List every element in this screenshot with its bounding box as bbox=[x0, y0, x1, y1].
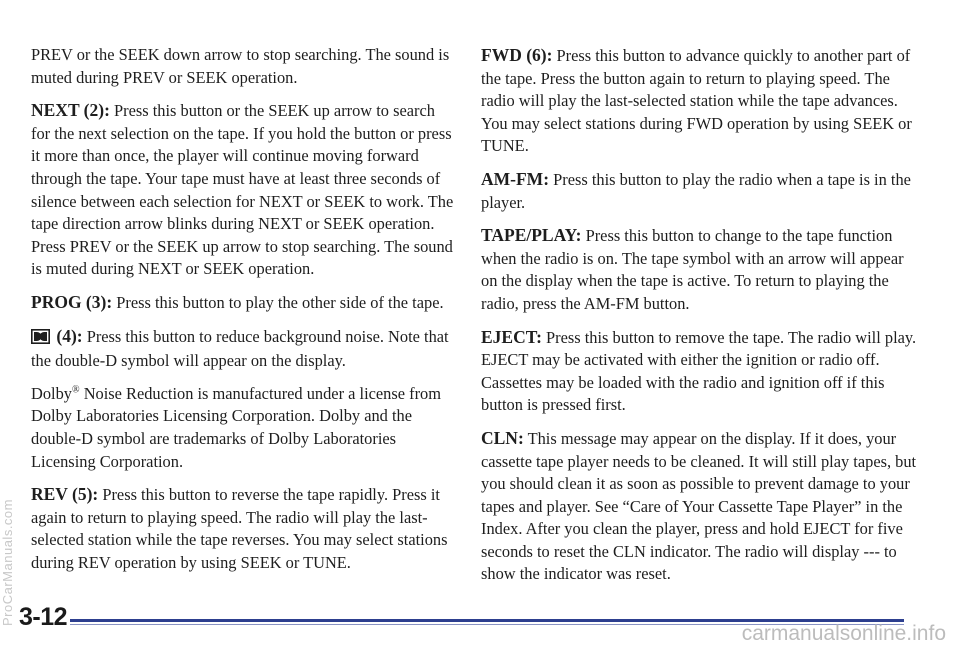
next-paragraph-cont: Press PREV or the SEEK up arrow to stop searching. The sound is muted during NEXT or SEEK operation. bbox=[31, 236, 453, 279]
dolby-trademark-text: Noise Reduction is manufactured under a license from Dolby Laboratories Licensing Corporation. Dolby and the double-D symbol are trademarks of Dolby Laboratories Licensing Corporation. bbox=[31, 383, 441, 471]
dolby-trademark-paragraph bbox=[31, 383, 455, 473]
prog-term: PROG (3): bbox=[31, 291, 113, 312]
amfm-paragraph bbox=[481, 168, 921, 214]
amfm-text: Press this button to play the radio when a tape is in the player. bbox=[481, 169, 911, 212]
fwd-term: FWD (6): bbox=[481, 45, 553, 65]
prog-paragraph bbox=[31, 291, 455, 315]
prev-continuation: PREV or the SEEK down arrow to stop searching. The sound is muted during PREV or SEEK operation. bbox=[31, 45, 450, 87]
dd-paragraph bbox=[31, 325, 455, 373]
rev-text: Press this button to reverse the tape rapidly. Press it again to return to playing speed. The radio will play the last-selected station while the tape reverses. You may select stations during REV operation by using SEEK or TUNE. bbox=[31, 485, 448, 572]
page-number: 3-12 bbox=[19, 603, 68, 631]
eject-text: Press this button to remove the tape. The radio will play. EJECT may be activated with either the ignition or radio off. Cassettes may be loaded with the radio and ignition off if this button is pressed first. bbox=[481, 327, 917, 415]
right-column bbox=[481, 44, 921, 596]
next-term: NEXT (2): bbox=[31, 100, 110, 121]
tape-play-paragraph bbox=[481, 224, 921, 315]
prog-text: Press this button to play the other side of the tape. bbox=[112, 292, 444, 312]
dd-text: Press this button to reduce background noise. Note that the double-D symbol will appear on the display. bbox=[31, 326, 449, 371]
eject-term: EJECT: bbox=[481, 326, 542, 347]
rev-term: REV (5): bbox=[31, 484, 99, 505]
dd-term: (4): bbox=[52, 325, 83, 346]
side-watermark: ProCarManuals.com bbox=[0, 499, 15, 626]
cln-text: This message may appear on the display. If it does, your cassette tape player needs to be cleaned. It will still play tapes, but you should clean it as soon as possible to prevent damage to your tapes and player. See “Care of Your Cassette Tape Player” in the Index. After you clean the player, press and hold EJECT for five seconds to reset the CLN indicator. The radio will display --- to show the indicator was reset. bbox=[481, 428, 917, 584]
next-text: Press this button or the SEEK up arrow to search for the next selection on the tape. If you hold the button or press it more than once, the player will continue moving forward through the tape. Your tape must have at least three seconds of silence between each selection for NEXT or SEEK to work. The tape direction arrow blinks during NEXT or SEEK operation. bbox=[31, 101, 454, 234]
fwd-text: Press this button to advance quickly to another part of the tape. Press the button again to return to playing speed. The radio will play the last-selected station while the tape advances. You may select stations during FWD operation by using SEEK or TUNE. bbox=[481, 46, 912, 156]
registered-mark: ® bbox=[71, 384, 80, 396]
eject-paragraph bbox=[481, 326, 921, 417]
tape-play-text: Press this button to change to the tape function when the radio is on. The tape symbol with an arrow will appear on the display when the tape is active. To return to playing the radio, press the AM-FM button. bbox=[481, 226, 904, 313]
bottom-watermark: carmanualsonline.info bbox=[741, 622, 946, 645]
next-paragraph bbox=[31, 99, 455, 236]
tape-play-term: TAPE/PLAY: bbox=[481, 225, 582, 246]
dolby-double-d-icon bbox=[31, 328, 50, 351]
rev-paragraph bbox=[31, 483, 455, 574]
fwd-paragraph bbox=[481, 44, 921, 158]
cln-term: CLN: bbox=[481, 427, 524, 448]
amfm-term: AM-FM: bbox=[481, 168, 550, 189]
cln-paragraph bbox=[481, 427, 921, 586]
dolby-word: Dolby bbox=[31, 383, 72, 403]
left-column bbox=[31, 44, 455, 584]
